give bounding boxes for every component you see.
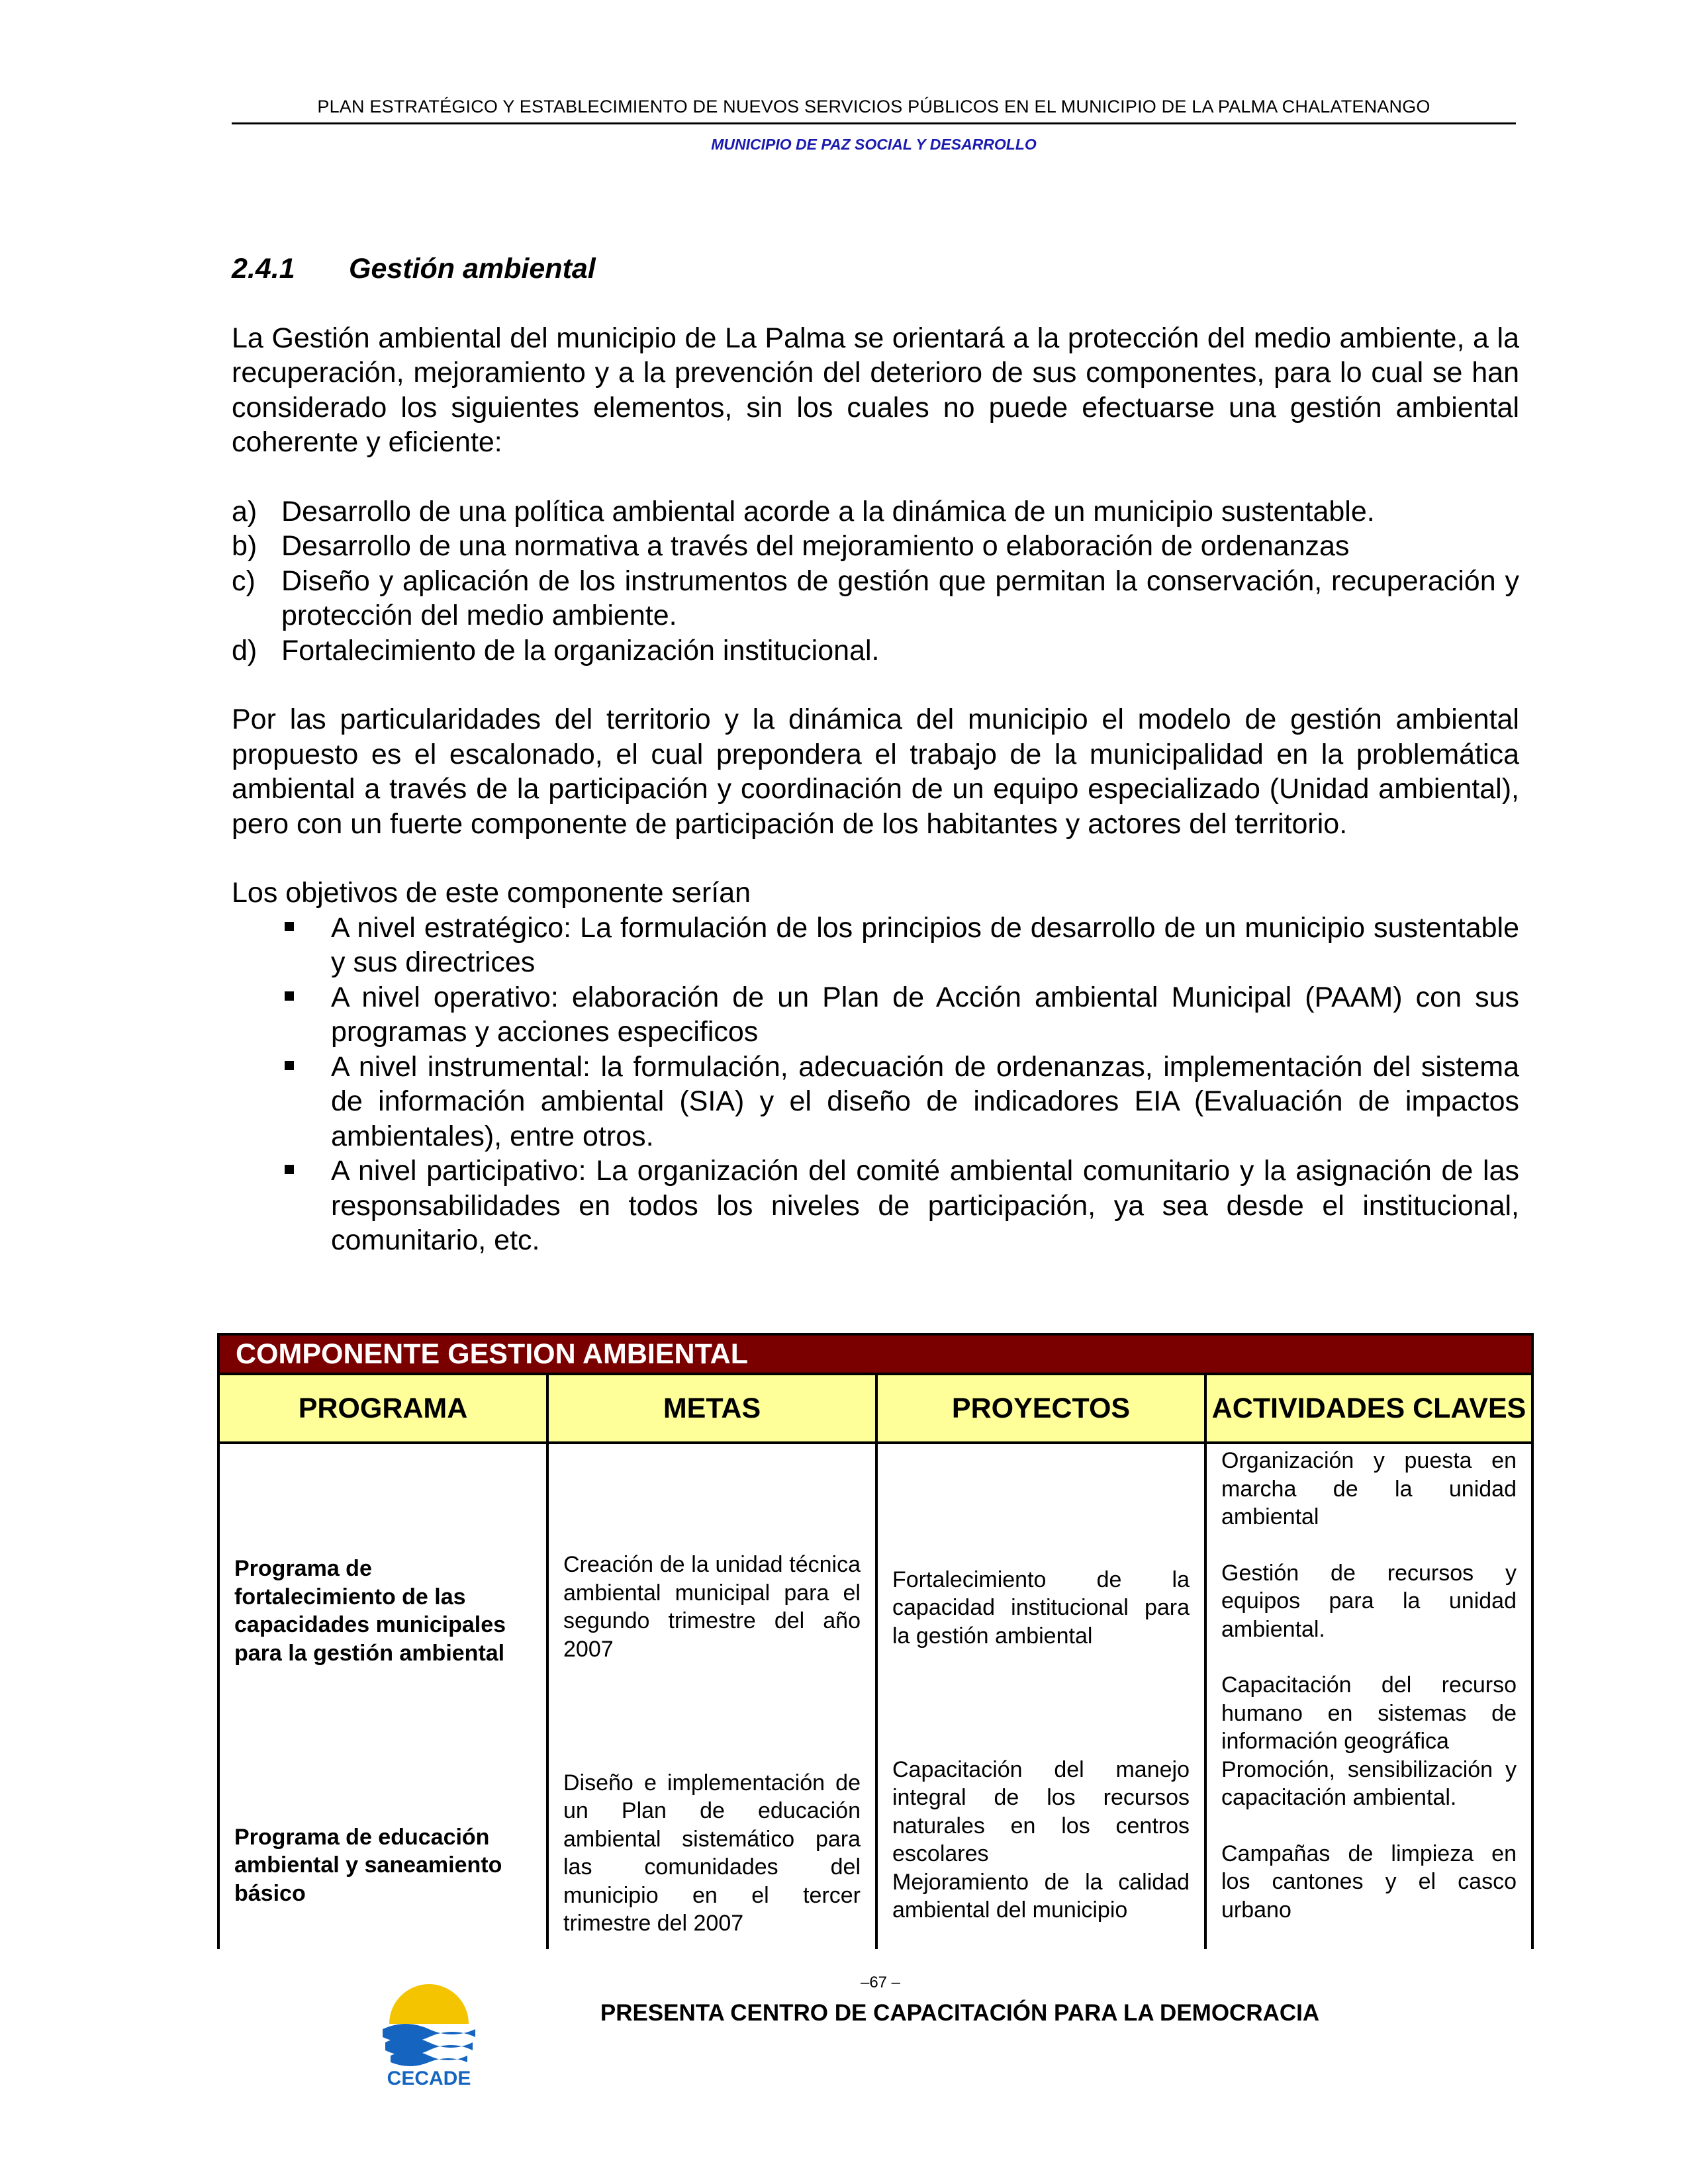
list-item-text: A nivel participativo: La organización del comité ambiental comunitario y la asignación de las responsabilidades en todos los niveles de participación, ya sea desde el institucional, comunitario, etc. xyxy=(331,1155,1519,1256)
intro-paragraph: La Gestión ambiental del municipio de La Palma se orientará a la protección del medio ambiente, a la recuperación, mejoramiento y a la prevención del deterioro de sus componentes, para lo cual se han considerado los siguientes elementos, sin los cuales no puede efectuarse una gestión ambiental coherente y eficiente: xyxy=(232,322,1519,458)
square-bullet-icon xyxy=(232,1050,331,1154)
list-item xyxy=(232,564,1519,633)
square-bullet-icon xyxy=(232,980,331,1050)
table-title: COMPONENTE GESTION AMBIENTAL xyxy=(218,1334,1532,1374)
table-cell-proyectos: Capacitación del manejo integral de los recursos naturales en los centros escolares Mejoramiento de la calidad ambiental del municipio xyxy=(876,1756,1205,1949)
header-divider xyxy=(232,122,1516,124)
list-item xyxy=(232,529,1519,564)
column-header-proyectos: PROYECTOS xyxy=(876,1374,1205,1443)
table-row xyxy=(218,1756,1532,1949)
list-item-text: A nivel estratégico: La formulación de los principios de desarrollo de un municipio sustentable y sus directrices xyxy=(331,911,1519,978)
footer-text: PRESENTA CENTRO DE CAPACITACIÓN PARA LA DEMOCRACIA xyxy=(600,2000,1320,2026)
list-item xyxy=(232,980,1519,1050)
component-table xyxy=(217,1333,1534,1949)
list-item-text: Desarrollo de una política ambiental acorde a la dinámica de un municipio sustentable. xyxy=(281,495,1375,527)
table-cell-metas: Diseño e implementación de un Plan de educación ambiental sistemático para las comunidades del municipio en el tercer trimestre del 2007 xyxy=(547,1756,876,1949)
square-bullet-icon xyxy=(232,911,331,980)
elements-list xyxy=(232,494,1519,668)
table-cell-programa: Programa de fortalecimiento de las capacidades municipales para la gestión ambiental xyxy=(218,1443,547,1756)
list-item xyxy=(232,494,1519,529)
list-marker: c) xyxy=(232,565,256,597)
column-header-metas: METAS xyxy=(547,1374,876,1443)
page-body xyxy=(232,251,1519,1258)
table-cell-proyectos: Fortalecimiento de la capacidad institucional para la gestión ambiental xyxy=(876,1443,1205,1756)
list-marker: a) xyxy=(232,495,258,527)
list-item xyxy=(232,1154,1519,1258)
list-item xyxy=(232,633,1519,668)
list-item-text: Desarrollo de una normativa a través del mejoramiento o elaboración de ordenanzas xyxy=(281,530,1350,562)
logo-text: CECADE xyxy=(387,2068,471,2089)
cecade-logo xyxy=(376,1978,482,2090)
objectives-list xyxy=(232,911,1519,1258)
document-header-title: PLAN ESTRATÉGICO Y ESTABLECIMIENTO DE NUEVOS SERVICIOS PÚBLICOS EN EL MUNICIPIO DE LA PALMA CHALATENANGO xyxy=(317,97,1430,116)
table-cell-actividades: Promoción, sensibilización y capacitación ambiental. Campañas de limpieza en los cantones y el casco urbano xyxy=(1205,1756,1532,1949)
list-item-text: Diseño y aplicación de los instrumentos de gestión que permitan la conservación, recuperación y protección del medio ambiente. xyxy=(281,565,1519,631)
section-heading xyxy=(232,251,1519,287)
objectives-intro: Los objetivos de este componente serían xyxy=(232,877,751,909)
table-row xyxy=(218,1443,1532,1756)
section-number: 2.4.1 xyxy=(232,253,295,285)
page-number: –67 – xyxy=(860,1974,901,1991)
list-item xyxy=(232,911,1519,980)
list-marker: d) xyxy=(232,634,258,666)
list-marker: b) xyxy=(232,530,258,562)
model-paragraph: Por las particularidades del territorio y la dinámica del municipio el modelo de gestión ambiental propuesto es el escalonado, el cual prepondera el trabajo de la municipalidad en la problemática ambiental a través de la participación y coordinación de un equipo especializado (Unidad ambiental), pero con un fuerte componente de participación de los habitantes y actores del territorio. xyxy=(232,704,1519,840)
square-bullet-icon xyxy=(232,1154,331,1258)
list-item-text: Fortalecimiento de la organización institucional. xyxy=(281,634,880,666)
column-header-programa: PROGRAMA xyxy=(218,1374,547,1443)
table-cell-actividades: Organización y puesta en marcha de la unidad ambiental Gestión de recursos y equipos para la unidad ambiental. Capacitación del recurso humano en sistemas de información geográfica xyxy=(1205,1443,1532,1756)
table-cell-programa: Programa de educación ambiental y saneamiento básico xyxy=(218,1756,547,1949)
document-header-subtitle: MUNICIPIO DE PAZ SOCIAL Y DESARROLLO xyxy=(711,136,1037,153)
list-item-text: A nivel operativo: elaboración de un Plan de Acción ambiental Municipal (PAAM) con sus programas y acciones especificos xyxy=(331,981,1519,1048)
table-cell-metas: Creación de la unidad técnica ambiental municipal para el segundo trimestre del año 2007 xyxy=(547,1443,876,1756)
column-header-actividades: ACTIVIDADES CLAVES xyxy=(1205,1374,1532,1443)
list-item xyxy=(232,1050,1519,1154)
section-title: Gestión ambiental xyxy=(349,253,596,285)
list-item-text: A nivel instrumental: la formulación, adecuación de ordenanzas, implementación del sistema de información ambiental (SIA) y el diseño de indicadores EIA (Evaluación de impactos ambientales), entre otros. xyxy=(331,1050,1519,1152)
